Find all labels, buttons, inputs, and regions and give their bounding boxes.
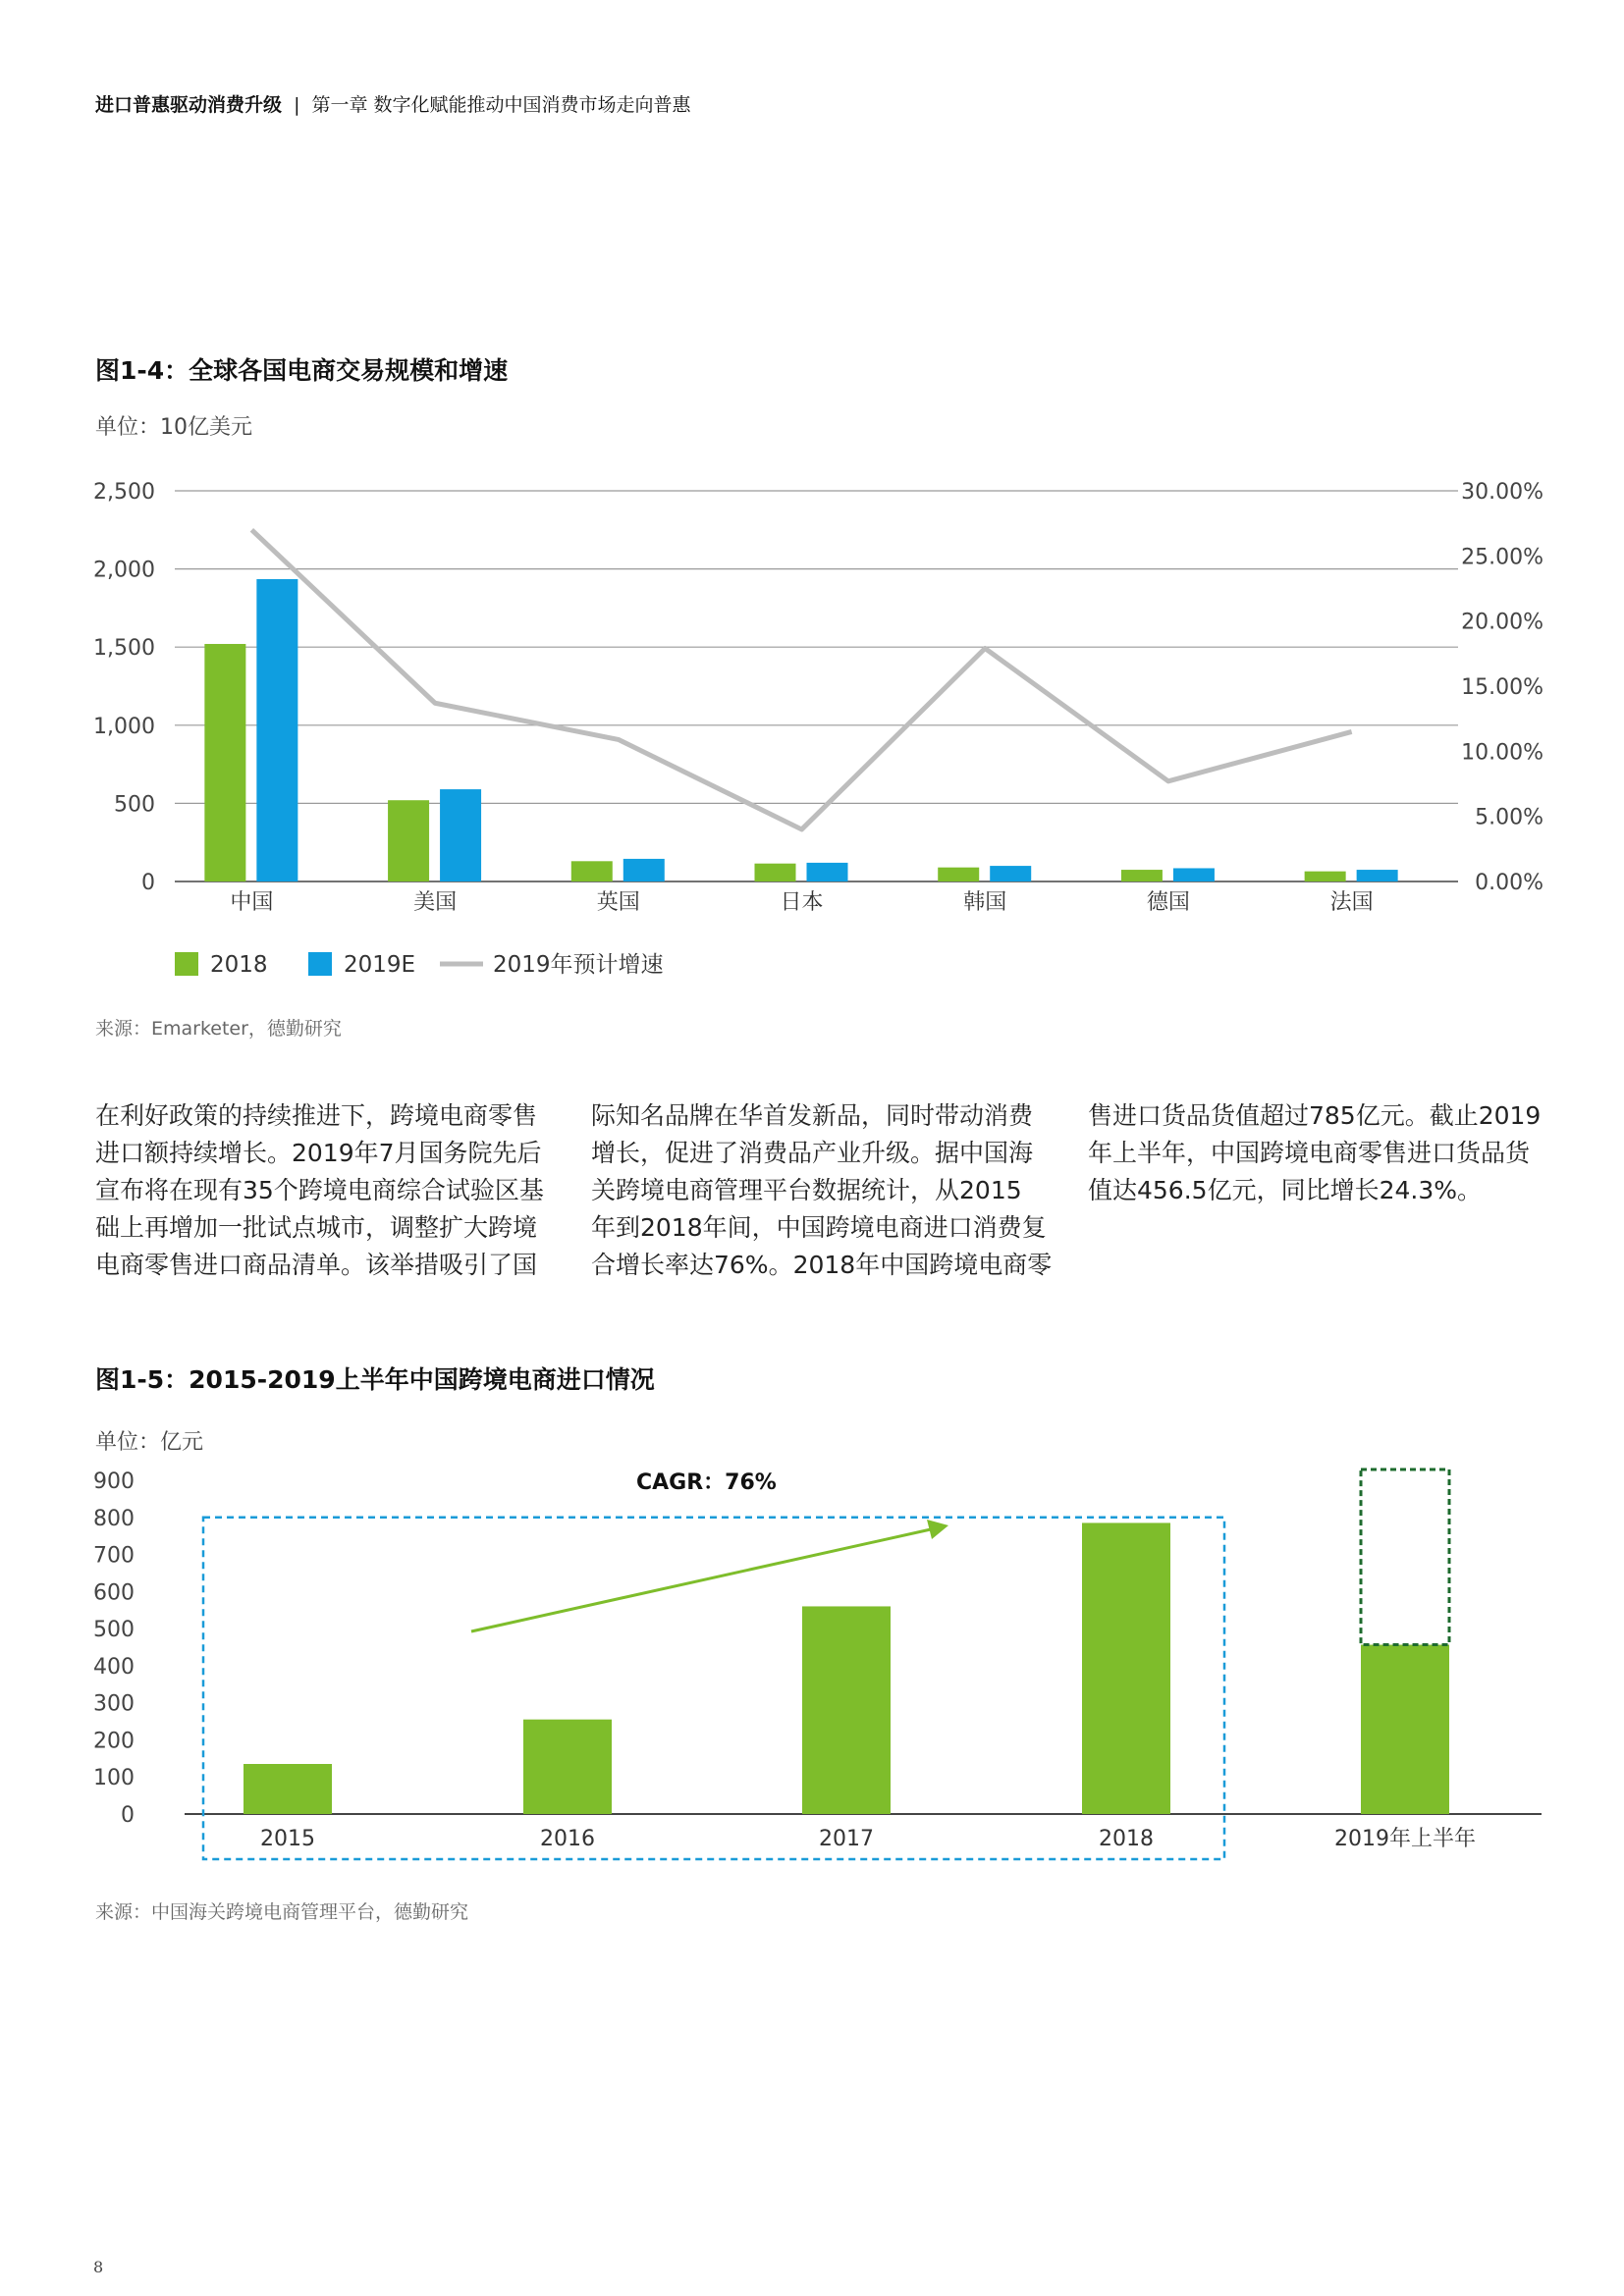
bar-import-value <box>523 1720 612 1814</box>
y-tick-label: 500 <box>114 792 155 818</box>
y2-tick-label: 5.00% <box>1475 805 1543 830</box>
bar-2018 <box>1121 870 1163 881</box>
y-tick-label: 300 <box>93 1691 135 1717</box>
legend-swatch-2018 <box>175 952 198 976</box>
figure2-unit: 单位：亿元 <box>95 1430 204 1455</box>
y-tick-label: 1,000 <box>93 714 155 739</box>
cagr-dashed-box <box>203 1518 1224 1859</box>
bar-2018 <box>938 868 979 881</box>
figure1-title: 图1-4：全球各国电商交易规模和增速 <box>95 356 509 385</box>
bar-import-value <box>244 1764 332 1814</box>
bar-2019e <box>1357 870 1398 881</box>
body-line: 电商零售进口商品清单。该举措吸引了国 <box>95 1251 538 1279</box>
bar-2018 <box>755 864 796 881</box>
body-line: 合增长率达76%。2018年中国跨境电商零 <box>591 1251 1053 1279</box>
bar-import-value <box>802 1606 891 1814</box>
y-tick-label: 2,500 <box>93 480 155 505</box>
y-tick-label: 100 <box>93 1766 135 1791</box>
body-line: 售进口货品货值超过785亿元。截止2019 <box>1088 1101 1542 1130</box>
legend-swatch-2019e <box>308 952 332 976</box>
x-tick-label: 2017 <box>819 1827 874 1851</box>
y-tick-label: 500 <box>93 1618 135 1643</box>
body-line: 进口额持续增长。2019年7月国务院先后 <box>95 1139 542 1167</box>
bar-import-value <box>1361 1645 1449 1814</box>
y2-tick-label: 25.00% <box>1461 545 1543 570</box>
y-tick-label: 700 <box>93 1543 135 1569</box>
body-line: 础上再增加一批试点城市，调整扩大跨境 <box>95 1213 538 1242</box>
bar-2018 <box>204 644 245 881</box>
projected-dashed-outline <box>1361 1469 1449 1645</box>
bar-import-value <box>1082 1522 1170 1814</box>
y2-tick-label: 30.00% <box>1461 480 1543 505</box>
body-line: 增长，促进了消费品产业升级。据中国海 <box>591 1139 1034 1167</box>
page-number: 8 <box>93 2258 104 2276</box>
figure2-title: 图1-5：2015-2019上半年中国跨境电商进口情况 <box>95 1365 655 1394</box>
header-report-title: 进口普惠驱动消费升级 <box>95 94 283 116</box>
body-line: 年上半年，中国跨境电商零售进口货品货 <box>1088 1139 1531 1167</box>
legend-label-growth: 2019年预计增速 <box>493 952 664 978</box>
figure2-chart <box>0 1453 1624 1875</box>
y-tick-label: 2,000 <box>93 558 155 583</box>
x-tick-label: 2019年上半年 <box>1334 1827 1476 1851</box>
bar-2018 <box>388 800 429 881</box>
bar-2019e <box>807 863 848 881</box>
x-tick-label: 美国 <box>413 890 458 915</box>
x-tick-label: 法国 <box>1329 890 1374 915</box>
growth-rate-line <box>251 530 1351 829</box>
x-tick-label: 英国 <box>596 890 640 915</box>
cagr-label: CAGR：76% <box>636 1470 777 1495</box>
y-tick-label: 200 <box>93 1729 135 1754</box>
body-column-2 <box>591 1097 1053 1284</box>
y-tick-label: 800 <box>93 1506 135 1531</box>
y-tick-label: 600 <box>93 1580 135 1606</box>
x-tick-label: 德国 <box>1146 890 1190 915</box>
body-line: 值达456.5亿元，同比增长24.3%。 <box>1088 1176 1482 1204</box>
x-tick-label: 2018 <box>1099 1827 1154 1851</box>
bar-2019e <box>1173 868 1215 881</box>
y2-tick-label: 0.00% <box>1475 871 1543 895</box>
figure1-source: 来源：Emarketer，德勤研究 <box>95 1018 342 1040</box>
header-separator: | <box>294 94 300 116</box>
figure1-chart <box>0 461 1624 1011</box>
body-line: 关跨境电商管理平台数据统计，从2015 <box>591 1176 1022 1204</box>
y2-tick-label: 10.00% <box>1461 740 1543 766</box>
x-tick-label: 日本 <box>780 890 824 915</box>
body-line: 宣布将在现有35个跨境电商综合试验区基 <box>95 1176 544 1204</box>
legend-label-2019e: 2019E <box>344 952 416 978</box>
x-tick-label: 2015 <box>260 1827 315 1851</box>
body-line: 在利好政策的持续推进下，跨境电商零售 <box>95 1101 538 1130</box>
bar-2018 <box>1305 872 1346 881</box>
y-tick-label: 1,500 <box>93 636 155 662</box>
bar-2019e <box>623 859 665 881</box>
x-tick-label: 2016 <box>540 1827 595 1851</box>
header-chapter-title: 第一章 数字化赋能推动中国消费市场走向普惠 <box>311 94 691 116</box>
y2-tick-label: 15.00% <box>1461 675 1543 700</box>
x-tick-label: 韩国 <box>963 890 1007 915</box>
y-tick-label: 0 <box>121 1803 135 1828</box>
body-line: 年到2018年间，中国跨境电商进口消费复 <box>591 1213 1047 1242</box>
y-tick-label: 0 <box>141 871 155 895</box>
bar-2019e <box>440 789 481 881</box>
bar-2018 <box>571 861 613 881</box>
x-tick-label: 中国 <box>230 890 274 915</box>
y2-tick-label: 20.00% <box>1461 610 1543 635</box>
page-header <box>95 90 691 117</box>
body-column-1 <box>95 1097 557 1284</box>
figure2-source: 来源：中国海关跨境电商管理平台，德勤研究 <box>95 1901 469 1923</box>
trend-arrow-head <box>927 1520 948 1539</box>
y-tick-label: 400 <box>93 1654 135 1680</box>
bar-2019e <box>256 579 298 881</box>
figure1-unit: 单位：10亿美元 <box>95 415 252 440</box>
body-line: 际知名品牌在华首发新品，同时带动消费 <box>591 1101 1034 1130</box>
legend-label-2018: 2018 <box>210 952 268 978</box>
bar-2019e <box>990 866 1031 881</box>
y-tick-label: 900 <box>93 1469 135 1494</box>
body-column-3 <box>1088 1097 1549 1209</box>
